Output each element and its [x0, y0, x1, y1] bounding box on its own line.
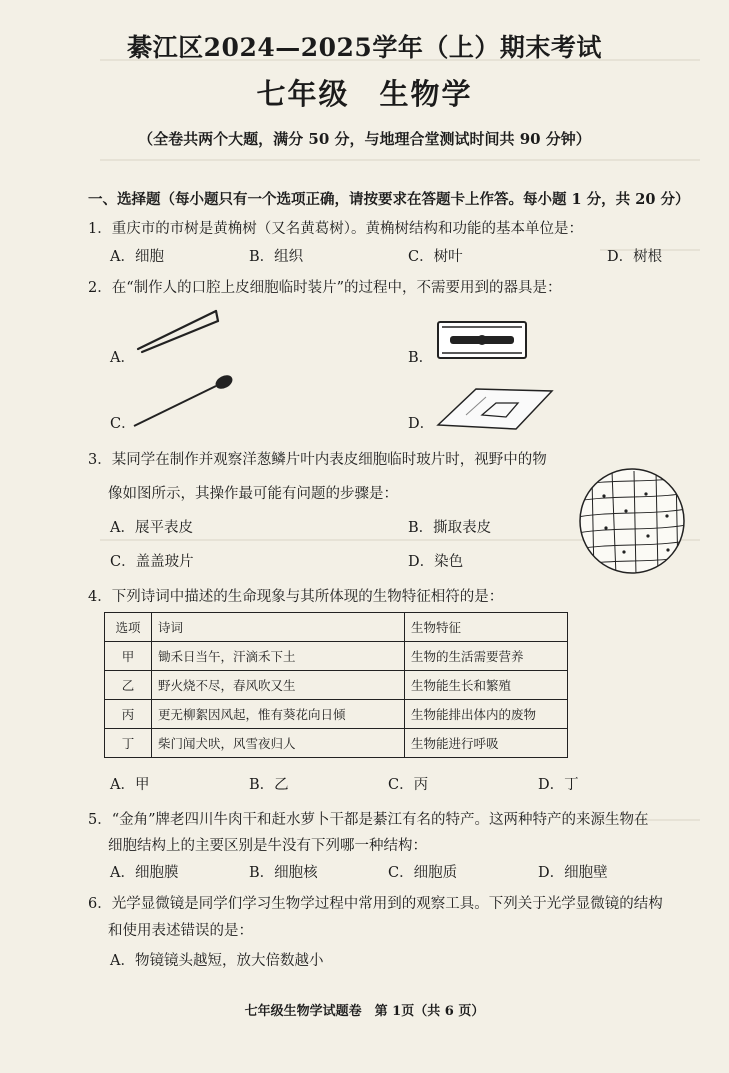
row-feature: 生物能排出体内的废物	[405, 700, 568, 729]
q2-stem: 2．在“制作人的口腔上皮细胞临时装片”的过程中，不需要用到的器具是：	[88, 280, 562, 296]
q3-stem-line1: 3．某同学在制作并观察洋葱鳞片叶内表皮细胞临时玻片时，视野中的物	[88, 452, 547, 468]
razor-blade-icon	[436, 318, 528, 362]
row-poem: 锄禾日当午，汗滴禾下土	[152, 642, 405, 671]
tweezers-icon	[132, 305, 222, 355]
q3-option-a: A．展平表皮	[110, 520, 193, 536]
q2-option-a: A．	[110, 350, 135, 366]
row-feature: 生物的生活需要营养	[405, 642, 568, 671]
row-poem: 野火烧不尽，春风吹又生	[152, 671, 405, 700]
table-row	[105, 700, 568, 729]
q3-option-b: B．撕取表皮	[408, 520, 492, 536]
row-option: 甲	[105, 642, 152, 671]
q1-option-a: A．细胞	[110, 249, 164, 265]
q5-option-d: D．细胞壁	[538, 865, 608, 881]
q6-stem-line1: 6．光学显微镜是同学们学习生物学过程中常用到的观察工具。下列关于光学显微镜的结构	[88, 896, 663, 912]
header-feature: 生物特征	[405, 613, 568, 642]
q4-option-a: A．甲	[110, 777, 150, 793]
q4-stem: 4．下列诗词中描述的生命现象与其所体现的生物特征相符的是：	[88, 589, 504, 605]
table-row	[105, 642, 568, 671]
table-header-row	[105, 613, 568, 642]
row-option: 丙	[105, 700, 152, 729]
q5-stem-line2: 细胞结构上的主要区别是牛没有下列哪一种结构：	[108, 838, 427, 854]
header-option: 选项	[105, 613, 152, 642]
grade-subject-title	[0, 72, 729, 113]
section-heading: 一、选择题（每小题只有一个选项正确，请按要求在答题卡上作答。每小题 1 分，共 20 分）	[88, 191, 690, 208]
q4-option-c: C．丙	[388, 777, 429, 793]
q4-option-b: B．乙	[249, 777, 289, 793]
q3-option-c: C．盖盖玻片	[110, 554, 194, 570]
q2-option-c: C．	[110, 416, 136, 432]
q2-option-d: D．	[408, 416, 435, 432]
q6-stem-line2: 和使用表述错误的是：	[108, 923, 253, 939]
q4-option-d: D．丁	[538, 777, 579, 793]
row-poem: 更无柳絮因风起，惟有葵花向日倾	[152, 700, 405, 729]
q5-option-b: B．细胞核	[249, 865, 318, 881]
q1-option-b: B．组织	[249, 249, 304, 265]
grade-label: 七年级	[256, 77, 350, 111]
q1-option-d: D．树根	[607, 249, 663, 265]
exam-title: 綦江区2024—2025学年（上）期末考试	[127, 33, 602, 62]
glass-slide-icon	[436, 385, 556, 435]
page-footer: 七年级生物学试题卷 第 1页（共 6 页）	[244, 1004, 485, 1019]
q5-option-a: A．细胞膜	[110, 865, 179, 881]
dropper-icon	[126, 372, 236, 432]
row-option: 乙	[105, 671, 152, 700]
row-poem: 柴门闻犬吠，风雪夜归人	[152, 729, 405, 758]
poem-table	[104, 612, 568, 758]
q1-option-c: C．树叶	[408, 249, 463, 265]
subject-label: 生物学	[379, 77, 473, 111]
row-feature: 生物能进行呼吸	[405, 729, 568, 758]
q3-stem-line2: 像如图所示，其操作最可能有问题的步骤是：	[108, 486, 398, 502]
q2-option-b: B．	[408, 350, 434, 366]
row-option: 丁	[105, 729, 152, 758]
q5-option-c: C．细胞质	[388, 865, 458, 881]
onion-cells-icon	[572, 466, 692, 576]
q6-option-a: A．物镜镜头越短，放大倍数越小	[110, 953, 324, 969]
q3-option-d: D．染色	[408, 554, 464, 570]
table-row	[105, 729, 568, 758]
q5-stem-line1: 5．“金角”牌老四川牛肉干和赶水萝卜干都是綦江有名的特产。这两种特产的来源生物在	[88, 812, 649, 828]
row-feature: 生物能生长和繁殖	[405, 671, 568, 700]
q1-stem: 1．重庆市的市树是黄桷树（又名黄葛树）。黄桷树结构和功能的基本单位是：	[88, 221, 583, 237]
exam-note: （全卷共两个大题，满分 50 分，与地理合堂测试时间共 90 分钟）	[138, 130, 591, 148]
table-row	[105, 671, 568, 700]
header-poem: 诗词	[152, 613, 405, 642]
